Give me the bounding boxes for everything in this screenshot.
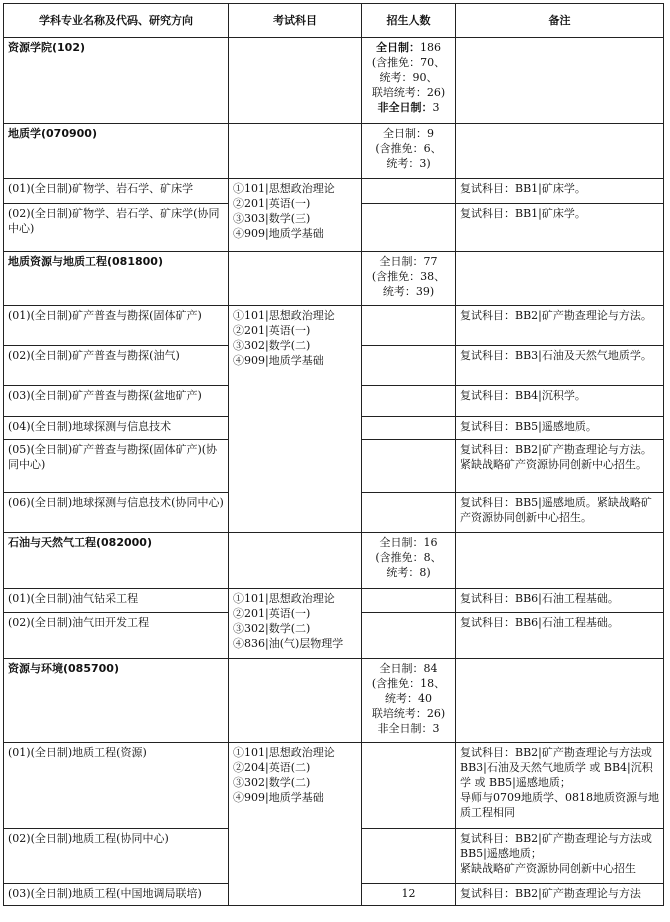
header-row: [4, 4, 664, 38]
college-quota-details: (含推免：70、 统考：90、 联培统考：26): [371, 56, 446, 99]
direction-note: 复试科目：BB2|矿产勘查理论与方法或 BB5|遥感地质； 紧缺战略矿产资源协同创新中心招生: [456, 829, 664, 884]
direction-name: (03)(全日制)矿产普查与勘探(盆地矿产): [4, 386, 229, 417]
direction-name: (01)(全日制)油气钻采工程: [4, 589, 229, 613]
table-row: [4, 589, 664, 613]
empty-cell: [229, 252, 362, 306]
empty-cell: [229, 533, 362, 589]
header-exam: 考试科目: [229, 4, 362, 38]
empty-cell: [362, 386, 456, 417]
header-major: 学科专业名称及代码、研究方向: [4, 4, 229, 38]
direction-name: (01)(全日制)矿产普查与勘探(固体矿产): [4, 306, 229, 346]
exam-subjects: ①101|思想政治理论 ②204|英语(二) ③302|数学(二) ④909|地质学基础: [229, 743, 362, 906]
college-name: 资源学院(102): [4, 38, 229, 124]
empty-cell: [229, 659, 362, 743]
header-notes: 备注: [456, 4, 664, 38]
empty-cell: [456, 124, 664, 179]
college-quota: [362, 38, 456, 124]
direction-quota: 12: [362, 884, 456, 906]
direction-name: (02)(全日制)矿产普查与勘探(油气): [4, 346, 229, 386]
empty-cell: [456, 252, 664, 306]
empty-cell: [456, 38, 664, 124]
section-row-geology: [4, 124, 664, 179]
table-row: [4, 306, 664, 346]
direction-note: 复试科目：BB6|石油工程基础。: [456, 589, 664, 613]
empty-cell: [362, 829, 456, 884]
direction-name: (04)(全日制)地球探测与信息技术: [4, 417, 229, 440]
college-quota-pt-value: 3: [432, 101, 440, 114]
direction-note: 复试科目：BB2|矿产勘查理论与方法。紧缺战略矿产资源协同创新中心招生。: [456, 440, 664, 493]
direction-note: 复试科目：BB2|矿产勘查理论与方法。: [456, 306, 664, 346]
college-quota-ft-value: 186: [420, 41, 441, 54]
direction-note: 复试科目：BB5|遥感地质。紧缺战略矿产资源协同创新中心招生。: [456, 493, 664, 533]
table-row: [4, 179, 664, 204]
college-quota-pt-label: 非全日制：: [377, 101, 433, 114]
direction-note: 复试科目：BB5|遥感地质。: [456, 417, 664, 440]
direction-name: (03)(全日制)地质工程(中国地调局联培): [4, 884, 229, 906]
empty-cell: [362, 743, 456, 829]
section-row-petroleum: [4, 533, 664, 589]
major-name: 资源与环境(085700): [4, 659, 229, 743]
empty-cell: [362, 613, 456, 659]
direction-note: 复试科目：BB1|矿床学。: [456, 179, 664, 204]
direction-name: (02)(全日制)地质工程(协同中心): [4, 829, 229, 884]
empty-cell: [362, 589, 456, 613]
empty-cell: [362, 440, 456, 493]
major-name: 石油与天然气工程(082000): [4, 533, 229, 589]
section-row-geo-resources: [4, 252, 664, 306]
empty-cell: [362, 417, 456, 440]
direction-note: 复试科目：BB1|矿床学。: [456, 204, 664, 252]
direction-note: 复试科目：BB6|石油工程基础。: [456, 613, 664, 659]
major-name: 地质学(070900): [4, 124, 229, 179]
major-quota: 全日制：16 (含推免：8、 统考：8): [362, 533, 456, 589]
direction-name: (01)(全日制)矿物学、岩石学、矿床学: [4, 179, 229, 204]
exam-subjects: ①101|思想政治理论 ②201|英语(一) ③303|数学(三) ④909|地质学基础: [229, 179, 362, 252]
empty-cell: [362, 204, 456, 252]
major-quota: 全日制：77 (含推免：38、 统考：39): [362, 252, 456, 306]
direction-name: (01)(全日制)地质工程(资源): [4, 743, 229, 829]
empty-cell: [362, 179, 456, 204]
direction-note: 复试科目：BB3|石油及天然气地质学。: [456, 346, 664, 386]
direction-name: (02)(全日制)油气田开发工程: [4, 613, 229, 659]
header-quota: 招生人数: [362, 4, 456, 38]
direction-note: 复试科目：BB2|矿产勘查理论与方法: [456, 884, 664, 906]
direction-name: (06)(全日制)地球探测与信息技术(协同中心): [4, 493, 229, 533]
empty-cell: [362, 346, 456, 386]
major-quota: 全日制：84 (含推免：18、 统考：40 联培统考：26) 非全日制：3: [362, 659, 456, 743]
exam-subjects: ①101|思想政治理论 ②201|英语(一) ③302|数学(二) ④836|油(气)层物理学: [229, 589, 362, 659]
major-name: 地质资源与地质工程(081800): [4, 252, 229, 306]
direction-note: 复试科目：BB4|沉积学。: [456, 386, 664, 417]
section-row-college: [4, 38, 664, 124]
table-row: [4, 743, 664, 829]
section-row-resources-environment: [4, 659, 664, 743]
empty-cell: [362, 306, 456, 346]
direction-name: (05)(全日制)矿产普查与勘探(固体矿产)(协同中心): [4, 440, 229, 493]
exam-subjects: ①101|思想政治理论 ②201|英语(一) ③302|数学(二) ④909|地质学基础: [229, 306, 362, 533]
empty-cell: [456, 659, 664, 743]
major-quota: 全日制：9 (含推免：6、 统考：3): [362, 124, 456, 179]
admissions-table: [3, 3, 664, 906]
empty-cell: [229, 38, 362, 124]
direction-note: 复试科目：BB2|矿产勘查理论与方法或 BB3|石油及天然气地质学 或 BB4|沉积学 或 BB5|遥感地质； 导师与0709地质学、0818地质资源与地质工程相同: [456, 743, 664, 829]
direction-name: (02)(全日制)矿物学、岩石学、矿床学(协同中心): [4, 204, 229, 252]
empty-cell: [362, 493, 456, 533]
empty-cell: [229, 124, 362, 179]
college-quota-ft-label: 全日制：: [376, 41, 420, 54]
empty-cell: [456, 533, 664, 589]
